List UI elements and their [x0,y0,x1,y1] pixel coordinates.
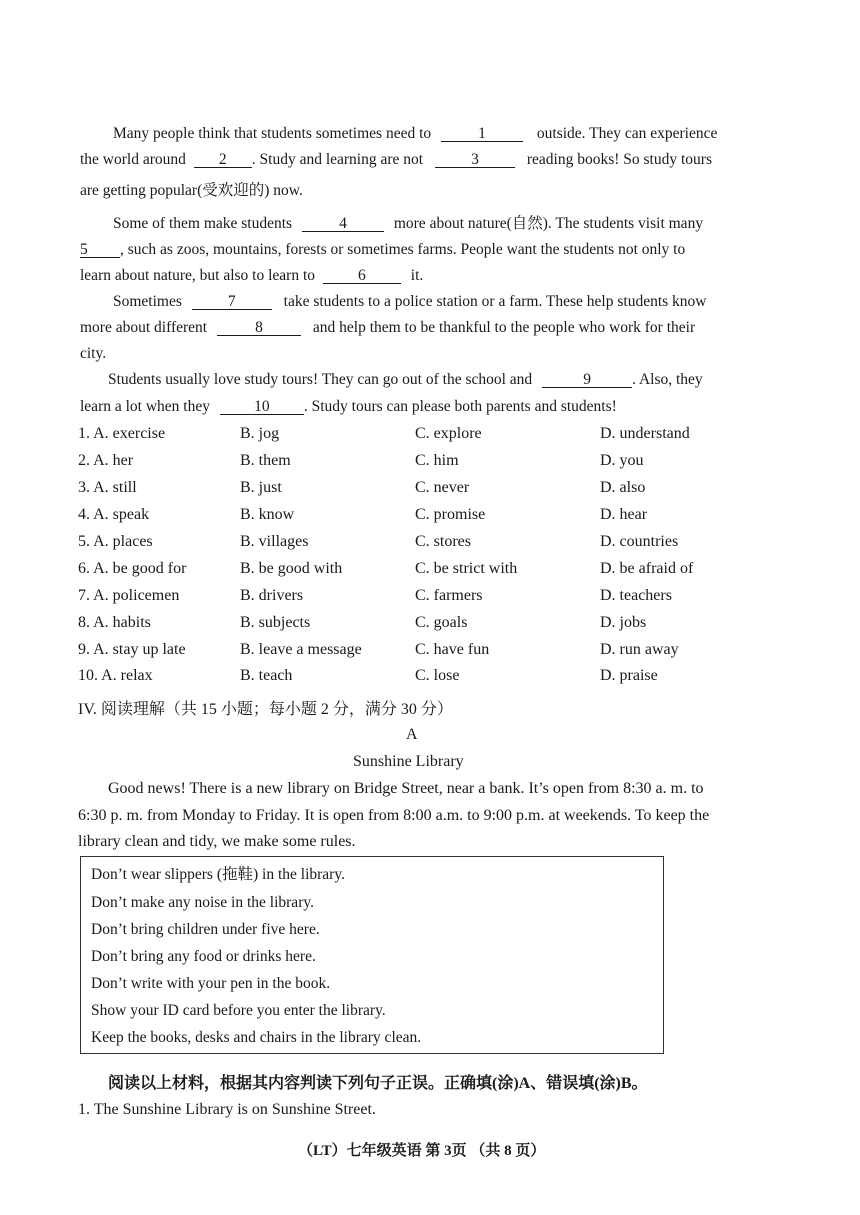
option-9b: B. leave a message [240,641,362,658]
option-2a: 2. A. her [78,452,134,469]
text: and help them to be thankful to the people who work for their [312,319,696,336]
blank-4: 4 [302,216,384,232]
option-4d: D. hear [600,506,648,523]
blank-10: 10 [220,399,304,415]
rule-7: Keep the books, desks and chairs in the library clean. [91,1029,422,1046]
cloze-line-7 [113,293,707,311]
text: . Study and learning are not [251,151,424,168]
text: Many people think that students sometimes need to [113,125,432,142]
cloze-line-2 [80,151,712,169]
cloze-line-10 [108,371,703,389]
passage-letter: A [406,726,418,743]
section-heading: IV. 阅读理解（共 15 小题；每小题 2 分，满分 30 分） [78,701,453,718]
text: take students to a police station or a farm. These help students know [283,293,707,310]
option-1b: B. jog [240,425,280,442]
option-4b: B. know [240,506,295,523]
rule-6: Show your ID card before you enter the library. [91,1002,386,1019]
rule-4: Don’t bring any food or drinks here. [91,948,316,965]
text: . Also, they [632,371,703,388]
text: learn a lot when they [80,398,210,415]
text: the world around [80,151,186,168]
rule-5: Don’t write with your pen in the book. [91,975,331,992]
option-3c: C. never [415,479,470,496]
option-3d: D. also [600,479,646,496]
option-3b: B. just [240,479,282,496]
blank-5: 5 [80,242,120,258]
option-8a: 8. A. habits [78,614,151,631]
text: more about nature(自然). The students visit many [393,215,704,232]
cloze-line-3 [80,178,303,200]
option-1d: D. understand [600,425,690,442]
option-7b: B. drivers [240,587,304,604]
blank-8: 8 [217,320,301,336]
cloze-line-8 [80,319,695,337]
cloze-line-11 [80,398,617,416]
option-6b: B. be good with [240,560,343,577]
option-9d: D. run away [600,641,679,658]
intro-line-1: Good news! There is a new library on Bridge Street, near a bank. It’s open from 8:30 a. m. to [108,780,704,797]
page-footer: （LT）七年级英语 第 3页 （共 8 页） [298,1143,546,1159]
option-9a: 9. A. stay up late [78,641,186,658]
text: outside. They can experience [536,125,718,142]
option-2b: B. them [240,452,291,469]
option-7d: D. teachers [600,587,672,604]
blank-9: 9 [542,372,632,388]
text: Some of them make students [113,215,293,232]
option-10d: D. praise [600,667,658,684]
cloze-line-6 [80,267,423,285]
question-1: 1. The Sunshine Library is on Sunshine Street. [78,1101,376,1118]
rule-2: Don’t make any noise in the library. [91,894,314,911]
option-9c: C. have fun [415,641,490,658]
option-8c: C. goals [415,614,468,631]
option-4c: C. promise [415,506,486,523]
passage-title: Sunshine Library [353,753,464,770]
option-6d: D. be afraid of [600,560,694,577]
text: more about different [80,319,208,336]
option-7c: C. farmers [415,587,483,604]
option-5c: C. stores [415,533,471,550]
text: city. [80,345,107,362]
option-2c: C. him [415,452,459,469]
blank-7: 7 [192,294,272,310]
option-5d: D. countries [600,533,679,550]
blank-6: 6 [323,268,401,284]
option-7a: 7. A. policemen [78,587,180,604]
option-6a: 6. A. be good for [78,560,187,577]
rules-box [80,856,664,1054]
rule-3: Don’t bring children under five here. [91,921,320,938]
option-10b: B. teach [240,667,293,684]
option-2d: D. you [600,452,644,469]
text: learn about nature, but also to learn to [80,267,316,284]
option-6c: C. be strict with [415,560,518,577]
blank-1: 1 [441,126,523,142]
intro-line-3: library clean and tidy, we make some rules. [78,833,356,850]
cloze-line-1 [113,125,717,143]
text: are getting popular(受欢迎的) now. [80,182,303,199]
option-10a: 10. A. relax [78,667,153,684]
option-1a: 1. A. exercise [78,425,166,442]
text: , such as zoos, mountains, forests or sometimes farms. People want the students not only to [120,241,686,258]
option-3a: 3. A. still [78,479,137,496]
rule-1: Don’t wear slippers (拖鞋) in the library. [91,866,345,883]
option-5a: 5. A. places [78,533,153,550]
option-1c: C. explore [415,425,482,442]
cloze-line-9 [80,345,106,363]
text: . Study tours can please both parents and students! [303,398,617,415]
option-8b: B. subjects [240,614,311,631]
option-4a: 4. A. speak [78,506,150,523]
option-8d: D. jobs [600,614,647,631]
blank-3: 3 [435,152,515,168]
option-10c: C. lose [415,667,460,684]
intro-line-2: 6:30 p. m. from Monday to Friday. It is open from 8:00 a.m. to 9:00 p.m. at weekends. To keep the [78,807,710,824]
instruction: 阅读以上材料，根据其内容判读下列句子正误。正确填(涂)A、错误填(涂)B。 [108,1075,648,1092]
cloze-line-4 [113,211,703,233]
blank-2: 2 [194,152,252,168]
cloze-line-5 [80,241,685,259]
option-5b: B. villages [240,533,309,550]
text: reading books! So study tours [526,151,712,168]
text: it. [410,267,424,284]
text: Sometimes [113,293,182,310]
text: Students usually love study tours! They can go out of the school and [108,371,533,388]
